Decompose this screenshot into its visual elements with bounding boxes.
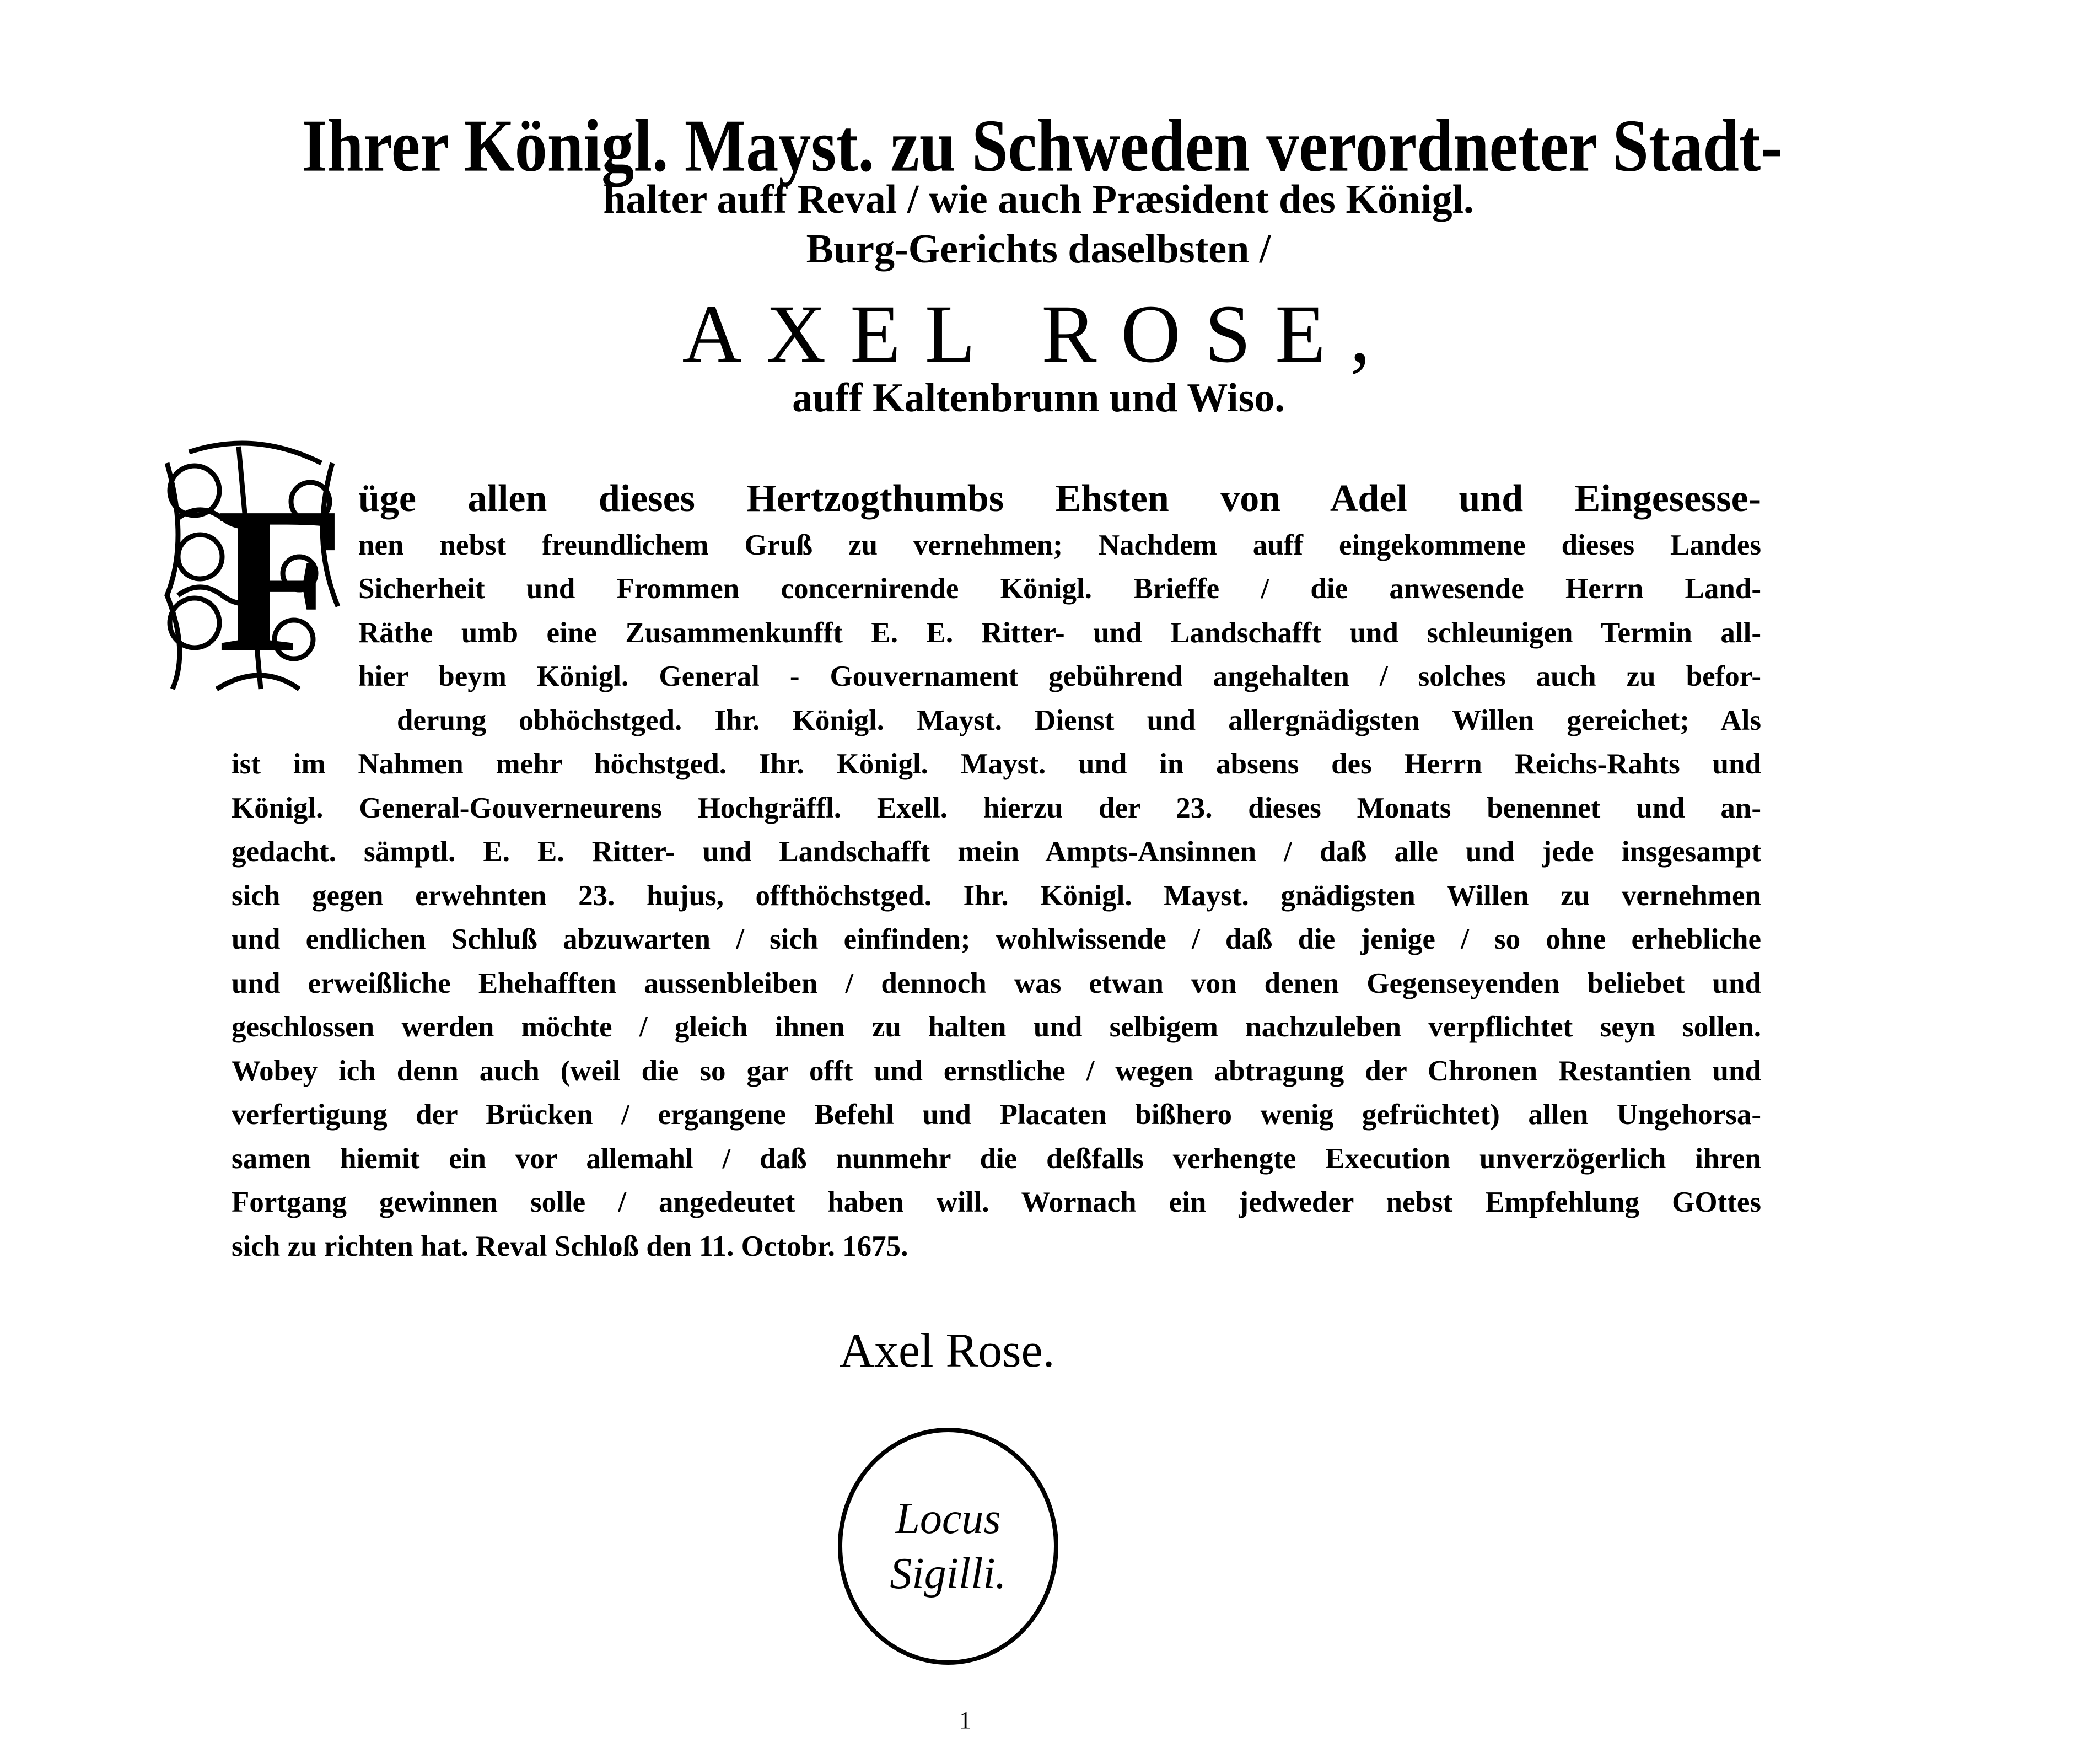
body-line: Räthe umb eine Zusammenkunfft E. E. Ritter- und Landschafft und schleunigen Termin all- — [358, 616, 1761, 649]
body-line: verfertigung der Brücken / ergangene Befehl und Placaten bißhero wenig gefrüchtet) allen Ungehorsa- — [232, 1099, 1761, 1131]
title-line-3: Burg-Gerichts daselbsten / — [806, 227, 1271, 272]
signature: Axel Rose. — [839, 1324, 1055, 1378]
seal-placeholder — [838, 1428, 1058, 1665]
body-line: nen nebst freundlichem Gruß zu vernehmen; Nachdem auff eingekommene dieses Landes — [358, 529, 1761, 561]
body-line: sich gegen erwehnten 23. hujus, offthöchstged. Ihr. Königl. Mayst. gnädigsten Willen zu vernehmen — [232, 879, 1761, 912]
body-line: Sicherheit und Frommen concernirende Königl. Brieffe / die anwesende Herrn Land- — [358, 573, 1761, 605]
seal-text-2: Sigilli. — [890, 1550, 1007, 1598]
title-line-1: Ihrer Königl. Mayst. zu Schweden verordneter Stadt- — [302, 104, 1783, 187]
page-number: 1 — [959, 1707, 971, 1734]
body-line: Fortgang gewinnen solle / angedeutet haben will. Wornach ein jedweder nebst Empfehlung GOttes — [232, 1186, 1761, 1218]
issuer-estates: auff Kaltenbrunn und Wiso. — [792, 375, 1285, 421]
body-line: sich zu richten hat. Reval Schloß den 11. Octobr. 1675. — [232, 1230, 908, 1262]
title-line-2: halter auff Reval / wie auch Præsident des Königl. — [603, 177, 1474, 222]
issuer-name: AXEL ROSE, — [682, 288, 1395, 380]
body-line: samen hiemit ein vor allemahl / daß nunmehr die deßfalls verhengte Execution unverzögerlich ihren — [232, 1142, 1761, 1175]
body-line: Königl. General-Gouverneurens Hochgräffl. Exell. hierzu der 23. dieses Monats benennet und an- — [232, 792, 1761, 824]
decorated-initial-icon — [156, 430, 356, 695]
body-line: derung obhöchstged. Ihr. Königl. Mayst. Dienst und allergnädigsten Willen gereichet; Als — [397, 704, 1761, 736]
body-line: geschlossen werden möchte / gleich ihnen zu halten und selbigem nachzuleben verpflichtet seyn sollen. — [232, 1011, 1761, 1043]
body-line: üge allen dieses Hertzogthumbs Ehsten von Adel und Eingesesse- — [358, 477, 1761, 520]
body-line: Wobey ich denn auch (weil die so gar offt und ernstliche / wegen abtragung der Chronen Restantien und — [232, 1055, 1761, 1087]
body-line: gedacht. sämptl. E. E. Ritter- und Landschafft mein Ampts-Ansinnen / daß alle und jede insgesampt — [232, 836, 1761, 868]
initial-letter: F — [217, 464, 345, 695]
body-line: ist im Nahmen mehr höchstged. Ihr. Königl. Mayst. und in absens des Herrn Reichs-Rahts und — [232, 748, 1761, 780]
body-line: hier beym Königl. General - Gouvernament gebührend angehalten / solches auch zu befor- — [358, 660, 1761, 692]
body-line: und endlichen Schluß abzuwarten / sich einfinden; wohlwissende / daß die jenige / so ohne erhebliche — [232, 923, 1761, 955]
seal-text-1: Locus — [895, 1494, 1001, 1543]
body-line: und erweißliche Ehehafften aussenbleiben / dennoch was etwan von denen Gegenseyenden beliebet und — [232, 967, 1761, 999]
